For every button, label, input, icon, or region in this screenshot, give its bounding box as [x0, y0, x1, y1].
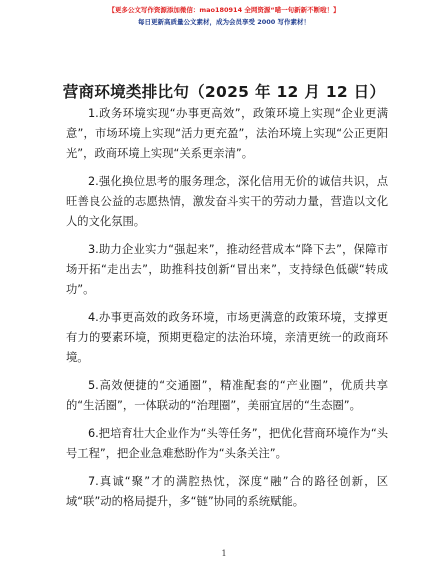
document-body	[66, 104, 388, 520]
paragraph-1: 1.政务环境实现“办事更高效”，政策环境上实现“企业更满意”，市场环境上实现“活力更充盈”，法治环境上实现“公正更阳光”，政商环境上实现“关系更亲清”。	[66, 107, 388, 160]
paragraph-2: 2.强化换位思考的服务理念，深化信用无价的诚信共识，点旺善良公益的志愿热情，激发奋斗实干的劳动力量，营造以文化人的文化氛围。	[66, 175, 388, 228]
paragraph-4: 4.办事更高效的政务环境，市场更满意的政策环境，支撑更有力的要素环境，预期更稳定的法治环境，亲清更统一的政商环境。	[66, 311, 388, 364]
paragraph-5: 5.高效便捷的“交通圈”，精准配套的“产业圈”，优质共享的“生活圈”，一体联动的“治理圈”，美丽宜居的“生态圈”。	[66, 379, 388, 412]
promo-banner	[0, 4, 448, 28]
promo-banner-line: 【更多公文写作资源添加微信：mao180914 全网资源“喵一句新新不断啦！】	[108, 6, 340, 14]
paragraph-3: 3.助力企业实力“强起来”，推动经营成本“降下去”，保障市场开拓“走出去”，助推科技创新“冒出来”，支持绿色低碳“转成功”。	[66, 243, 388, 296]
paragraph-6: 6.把培育壮大企业作为“头等任务”，把优化营商环境作为“头号工程”，把企业急难愁盼作为“头条关注”。	[66, 427, 388, 460]
page-number: 1	[221, 549, 227, 558]
promo-banner-subline: 每日更新高质量公文素材，成为会员享受 2000 写作素材！	[137, 18, 311, 26]
document-title: 营商环境类排比句（2025 年 12 月 12 日）	[62, 83, 386, 101]
paragraph-7: 7.真诚“聚”才的满腔热忱，深度“融”合的路径创新，区域“联”动的格局提升，多“链”协同的系统赋能。	[66, 475, 388, 508]
